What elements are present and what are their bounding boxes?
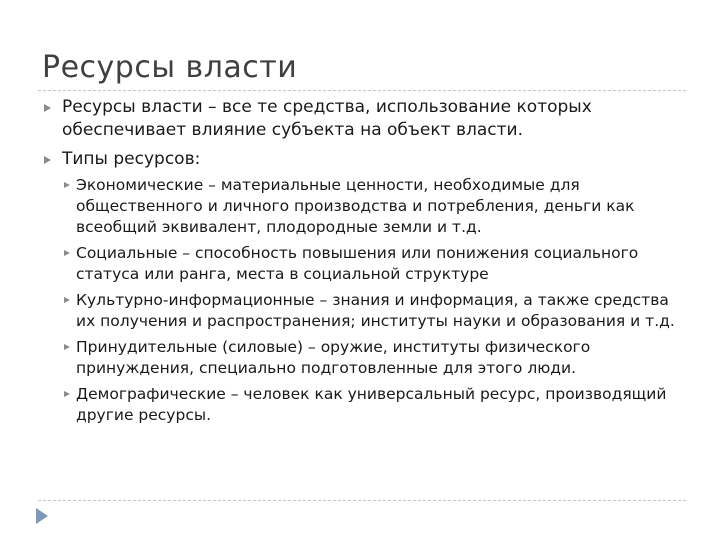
sub-list-item bbox=[62, 175, 682, 238]
sub-list-item bbox=[62, 337, 682, 379]
triangle-bullet-icon bbox=[64, 250, 70, 256]
triangle-bullet-icon bbox=[44, 156, 51, 164]
footer-divider bbox=[38, 500, 686, 501]
sub-list-item-text: Принудительные (силовые) – оружие, институты физического принуждения, специально подготовленные для этого люди. bbox=[76, 338, 591, 377]
sub-list-item bbox=[62, 243, 682, 285]
sub-list-item bbox=[62, 384, 682, 426]
list-item bbox=[42, 148, 682, 426]
sub-bullet-list bbox=[62, 175, 682, 426]
sub-list-item-text: Культурно-информационные – знания и информация, а также средства их получения и распространения; институты науки и образования и т.д. bbox=[76, 291, 675, 330]
sub-list-item-text: Социальные – способность повышения или понижения социального статуса или ранга, места в социальной структуре bbox=[76, 244, 639, 283]
bullet-list bbox=[42, 96, 682, 426]
slide-title: Ресурсы власти bbox=[42, 50, 298, 85]
list-item-text: Ресурсы власти – все те средства, использование которых обеспечивает влияние субъекта на объект власти. bbox=[62, 97, 592, 140]
slide-content bbox=[42, 96, 682, 432]
list-item-text: Типы ресурсов: bbox=[62, 149, 201, 169]
title-divider bbox=[38, 90, 686, 91]
list-item bbox=[42, 96, 682, 142]
triangle-bullet-icon bbox=[64, 391, 70, 397]
triangle-bullet-icon bbox=[64, 182, 70, 188]
sub-list-item-text: Экономические – материальные ценности, необходимые для общественного и личного производства и потребления, деньги как всеобщий эквивалент, плодородные земли и т.д. bbox=[76, 176, 635, 236]
triangle-bullet-icon bbox=[64, 297, 70, 303]
sub-list-item bbox=[62, 290, 682, 332]
sub-list-item-text: Демографические – человек как универсальный ресурс, производящий другие ресурсы. bbox=[76, 385, 667, 424]
corner-triangle-icon bbox=[36, 508, 48, 524]
triangle-bullet-icon bbox=[64, 344, 70, 350]
triangle-bullet-icon bbox=[44, 104, 51, 112]
